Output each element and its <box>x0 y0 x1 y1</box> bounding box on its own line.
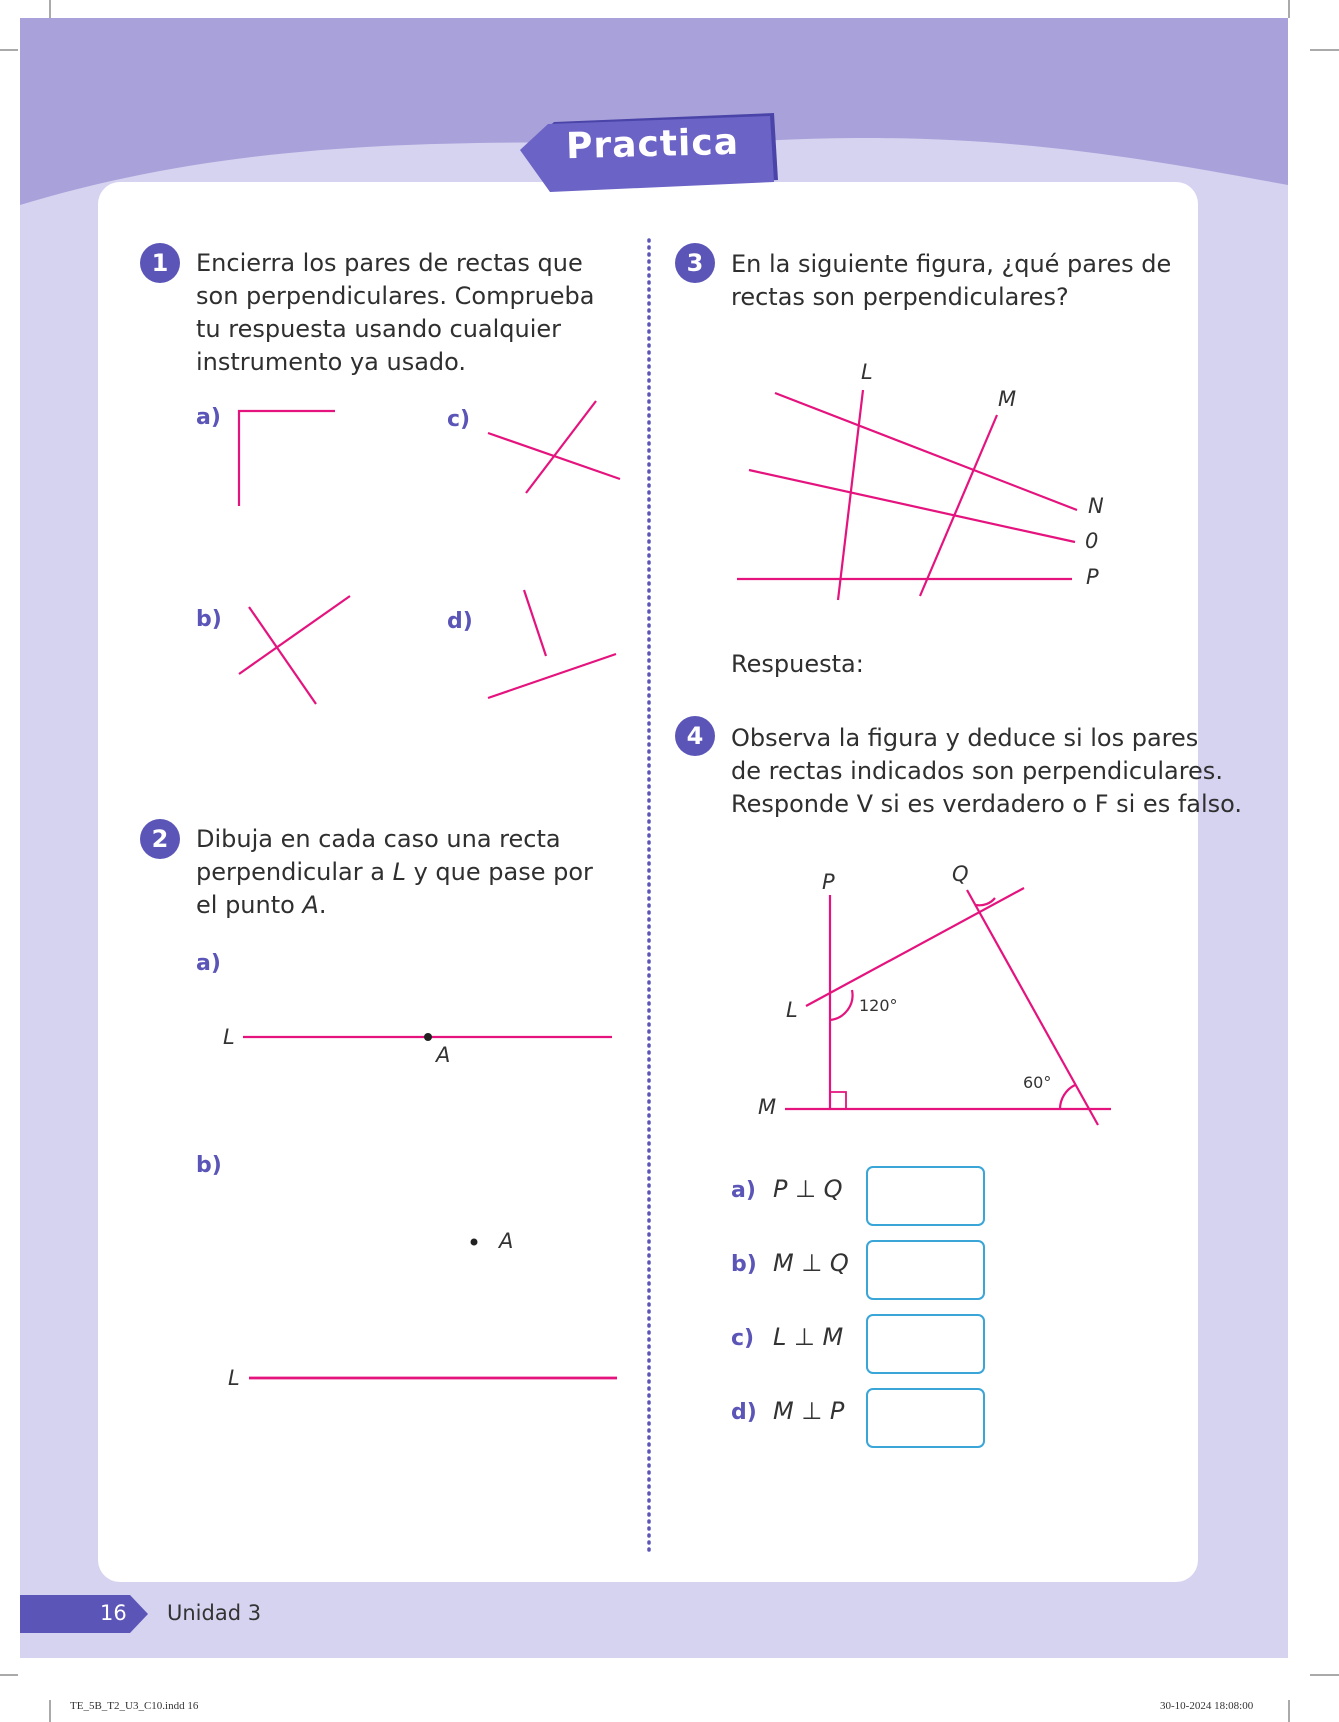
q3-label-M: M <box>998 387 1017 411</box>
q2-instruction: Dibuja en cada caso una recta perpendicular a L y que pase por el punto A. <box>196 825 593 919</box>
q4-item-c-label: c) <box>731 1326 755 1351</box>
q4-item-a-label: a) <box>731 1178 756 1203</box>
q4-label-L: L <box>786 998 798 1022</box>
q4-number: 4 <box>675 716 715 756</box>
q3-answer-label: Respuesta: <box>731 650 864 678</box>
q3-label-N: N <box>1088 494 1104 518</box>
q2-a-line-label: L <box>223 1025 235 1049</box>
q4-item-a-answer-box[interactable] <box>866 1166 985 1226</box>
q2-b-line-label: L <box>228 1366 240 1390</box>
q4-label-P: P <box>822 870 835 894</box>
q4-item-b-answer-box[interactable] <box>866 1240 985 1300</box>
q4-item-d-label: d) <box>731 1400 757 1425</box>
q4-label-Q: Q <box>952 862 969 886</box>
q2-b-point-label: A <box>499 1229 514 1253</box>
print-date: 30-10-2024 18:08:00 <box>1160 1700 1254 1712</box>
q4-item-d-expr: M ⊥ P <box>773 1397 845 1425</box>
q3-label-L: L <box>861 360 873 384</box>
q4-item-c-expr: L ⊥ M <box>773 1323 844 1351</box>
q3-label-O: 0 <box>1085 529 1099 553</box>
q2-a-point-label: A <box>436 1043 451 1067</box>
q1-label-c: c) <box>447 407 471 432</box>
q4-right-angle-mark <box>830 1092 846 1109</box>
q4-angle-60-arc <box>1060 1085 1075 1109</box>
q4-label-M: M <box>758 1095 777 1119</box>
q1-number: 1 <box>140 243 180 283</box>
q3-number: 3 <box>675 243 715 283</box>
page-number-tab <box>20 1595 150 1633</box>
q4-item-a-expr: P ⊥ Q <box>773 1175 843 1203</box>
print-file-slug: TE_5B_T2_U3_C10.indd 16 <box>70 1700 199 1712</box>
unit-label: Unidad 3 <box>167 1601 262 1625</box>
page-number: 16 <box>100 1601 127 1625</box>
q1-label-a: a) <box>196 405 221 430</box>
q1-label-b: b) <box>196 607 222 632</box>
q3-instruction: En la siguiente figura, ¿qué pares de rectas son perpendiculares? <box>731 250 1172 311</box>
q4-line-L <box>806 888 1024 1006</box>
q4-angle-120-arc <box>830 990 853 1020</box>
q4-item-d-answer-box[interactable] <box>866 1388 985 1448</box>
q4-angle-60-label: 60° <box>1023 1073 1052 1092</box>
q2-number: 2 <box>140 819 180 859</box>
q4-angle-120-label: 120° <box>859 996 898 1015</box>
q2-label-a: a) <box>196 951 221 976</box>
q3-label-P: P <box>1086 565 1099 589</box>
page-title: Practica <box>565 121 740 168</box>
q4-item-b-expr: M ⊥ Q <box>773 1249 849 1277</box>
q4-item-b-label: b) <box>731 1252 757 1277</box>
q4-instruction: Observa la figura y deduce si los pares de rectas indicados son perpendiculares. Responde V si es verdadero o F si es falso. <box>731 724 1243 818</box>
q4-item-c-answer-box[interactable] <box>866 1314 985 1374</box>
q1-instruction: Encierra los pares de rectas que son perpendiculares. Comprueba tu respuesta usando cualquier instrumento ya usado. <box>196 249 595 376</box>
q1-label-d: d) <box>447 609 473 634</box>
q2-label-b: b) <box>196 1153 222 1178</box>
